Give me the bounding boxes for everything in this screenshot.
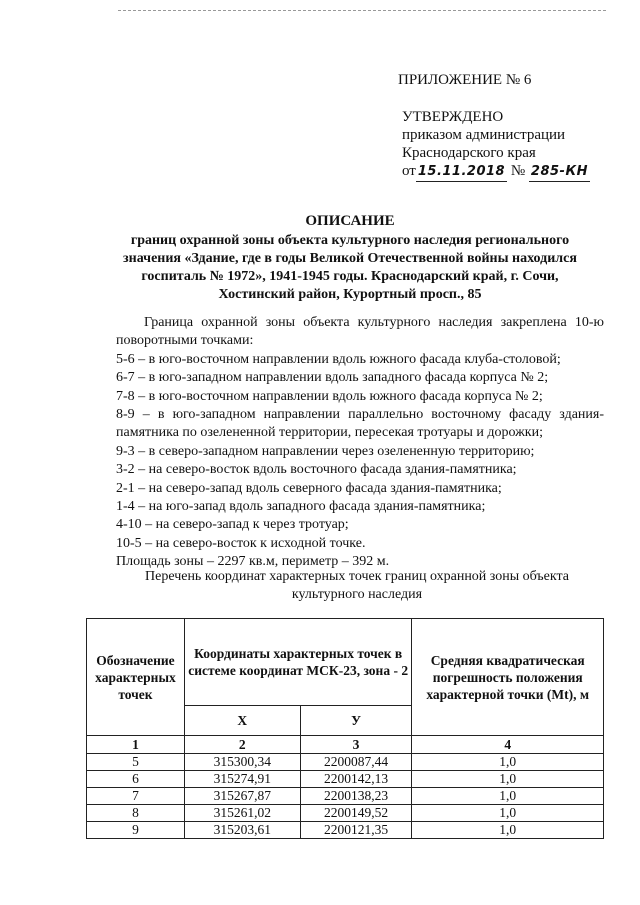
x-cell: 315267,87 xyxy=(184,788,300,805)
y-cell: 2200138,23 xyxy=(300,788,412,805)
order-number: 285-КН xyxy=(529,163,590,182)
col-designation-header: Обозначение характерных точек xyxy=(87,619,185,736)
intro-paragraph: Граница охранной зоны объекта культурного наследия закреплена 10-ю поворотными точками: xyxy=(116,315,604,349)
segment-item: 7-8 – в юго-восточном направлении вдоль южного фасада корпуса № 2; xyxy=(116,388,543,404)
mt-cell: 1,0 xyxy=(412,788,604,805)
area-statement: Площадь зоны – 2297 кв.м, периметр – 392 м. xyxy=(116,554,390,570)
point-cell: 8 xyxy=(87,805,185,822)
y-cell: 2200149,52 xyxy=(300,805,412,822)
segment-item: 6-7 – в юго-западном направлении вдоль западного фасада корпуса № 2; xyxy=(116,370,549,386)
table-caption-line-2: культурного наследия xyxy=(291,587,423,602)
order-date: 15.11.2018 xyxy=(416,163,507,182)
y-cell: 2200121,35 xyxy=(300,822,412,839)
order-line-1: приказом администрации xyxy=(402,127,566,143)
col-number: 2 xyxy=(184,736,300,754)
col-number: 1 xyxy=(87,736,185,754)
mt-cell: 1,0 xyxy=(412,754,604,771)
table-row xyxy=(87,771,604,788)
table-row xyxy=(87,754,604,771)
x-cell: 315261,02 xyxy=(184,805,300,822)
mt-cell: 1,0 xyxy=(412,822,604,839)
col-x-header: Х xyxy=(184,706,300,736)
table-caption-line-1: Перечень координат характерных точек границ охранной зоны объекта xyxy=(145,569,569,584)
approval-block xyxy=(402,108,590,182)
mt-cell: 1,0 xyxy=(412,771,604,788)
coordinates-table xyxy=(86,618,604,839)
col-coords-header: Координаты характерных точек в системе координат МСК-23, зона - 2 xyxy=(184,619,412,706)
y-cell: 2200087,44 xyxy=(300,754,412,771)
segment-item: 10-5 – на северо-восток к исходной точке. xyxy=(116,535,366,551)
point-cell: 7 xyxy=(87,788,185,805)
y-cell: 2200142,13 xyxy=(300,771,412,788)
point-cell: 9 xyxy=(87,822,185,839)
segment-item: 2-1 – на северо-запад вдоль северного фасада здания-памятника; xyxy=(116,480,502,496)
date-prefix: от xyxy=(402,163,416,179)
approved-label: УТВЕРЖДЕНО xyxy=(402,109,504,125)
point-cell: 5 xyxy=(87,754,185,771)
document-heading xyxy=(100,212,600,304)
table-row xyxy=(87,788,604,805)
segment-item: 4-10 – на северо-запад к через тротуар; xyxy=(116,517,349,533)
table-caption xyxy=(110,568,604,604)
boundary-description xyxy=(116,314,604,572)
col-y-header: У xyxy=(300,706,412,736)
heading-line-2: значения «Здание, где в годы Великой Отечественной войны находился xyxy=(123,251,577,266)
segment-item: 9-3 – в северо-западном направлении через озелененную территорию; xyxy=(116,443,535,459)
scan-top-border xyxy=(118,10,606,11)
table-row xyxy=(87,822,604,839)
order-line-2: Краснодарского края xyxy=(402,145,536,161)
x-cell: 315203,61 xyxy=(184,822,300,839)
mt-cell: 1,0 xyxy=(412,805,604,822)
heading-line-1: границ охранной зоны объекта культурного наследия регионального xyxy=(130,233,570,248)
point-cell: 6 xyxy=(87,771,185,788)
segment-item: 8-9 – в юго-западном направлении параллельно восточному фасаду здания-памятника по озелененной территории, пересекая тротуары и дорожки; xyxy=(116,407,604,441)
col-error-header: Средняя квадратическая погрешность положения характерной точки (Mt), м xyxy=(412,619,604,736)
appendix-label: ПРИЛОЖЕНИЕ № 6 xyxy=(398,72,532,88)
heading-line-4: Хостинский район, Курортный просп., 85 xyxy=(218,287,482,302)
number-sign: № xyxy=(510,163,526,179)
document-title: ОПИСАНИЕ xyxy=(305,213,395,229)
table-row xyxy=(87,805,604,822)
col-number: 4 xyxy=(412,736,604,754)
col-number: 3 xyxy=(300,736,412,754)
heading-line-3: госпиталь № 1972», 1941-1945 годы. Краснодарский край, г. Сочи, xyxy=(141,269,559,284)
order-date-line xyxy=(402,162,590,182)
segment-item: 3-2 – на северо-восток вдоль восточного фасада здания-памятника; xyxy=(116,462,517,478)
x-cell: 315274,91 xyxy=(184,771,300,788)
segment-item: 5-6 – в юго-восточном направлении вдоль южного фасада клуба-столовой; xyxy=(116,351,561,367)
segment-item: 1-4 – на юго-запад вдоль западного фасада здания-памятника; xyxy=(116,499,486,515)
x-cell: 315300,34 xyxy=(184,754,300,771)
